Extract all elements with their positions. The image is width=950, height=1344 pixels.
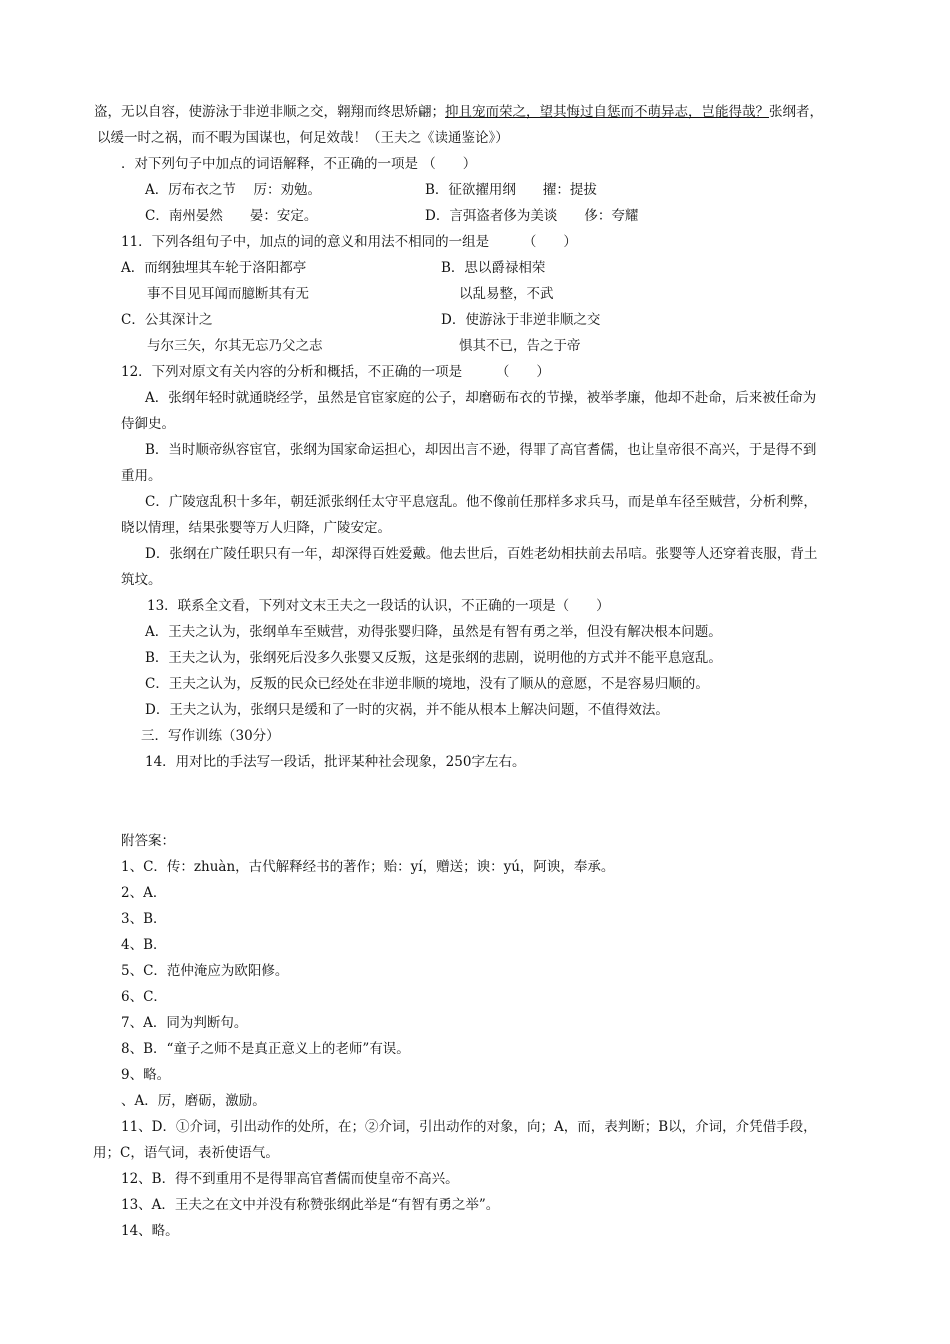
q11-stem: 11．下列各组句子中，加点的词的意义和用法不相同的一组是 （ ） — [121, 234, 577, 250]
q10-option-a: A．厉布衣之节 厉：劝勉。 — [145, 182, 322, 198]
answer-8: 8、B．“童子之师不是真正意义上的老师”有误。 — [121, 1041, 410, 1057]
q12-option-a-1: A．张纲年轻时就通晓经学，虽然是官宦家庭的公子，却磨砺布衣的节操，被举孝廉，他却不赴命，后来被任命为 — [145, 390, 817, 406]
q13-option-d: D．王夫之认为，张纲只是缓和了一时的灾祸，并不能从根本上解决问题，不值得效法。 — [145, 702, 669, 718]
q11-option-c-2: 与尔三矢，尔其无忘乃父之志 — [147, 338, 323, 354]
answer-4: 4、B． — [121, 937, 167, 953]
passage-underlined-text: 抑且宠而荣之，望其悔过自惩而不萌异志，岂能得哉？ — [445, 104, 769, 120]
q12-option-d-1: D．张纲在广陵任职只有一年，却深得百姓爱戴。他去世后，百姓老幼相扶前去吊唁。张婴等人还穿着丧服，背土 — [145, 546, 818, 562]
q12-option-c-1: C．广陵寇乱积十多年，朝廷派张纲任太守平息寇乱。他不像前任那样多求兵马，而是单车径至贼营，分析利弊， — [145, 494, 817, 510]
q10-option-d: D．言弭盗者侈为美谈 侈：夸耀 — [425, 208, 639, 224]
passage-line-2: 以缓一时之祸，而不暇为国谋也，何足效哉！（王夫之《读通鉴论》） — [97, 130, 509, 146]
q12-option-a-2: 侍御史。 — [121, 416, 175, 432]
passage-line-1 — [94, 103, 823, 121]
answers-heading: 附答案： — [121, 833, 175, 849]
q11-option-a-2: 事不目见耳闻而臆断其有无 — [147, 286, 309, 302]
answer-6: 6、C． — [121, 989, 167, 1005]
answer-10: 、A．厉，磨砺，激励。 — [121, 1093, 266, 1109]
q10-option-c: C．南州晏然 晏：安定。 — [145, 208, 318, 224]
answer-11-line-2: 用；C，语气词，表祈使语气。 — [93, 1145, 279, 1161]
q10-stem: ．对下列句子中加点的词语解释，不正确的一项是 （ ） — [121, 156, 477, 172]
q12-option-c-2: 晓以情理，结果张婴等万人归降，广陵安定。 — [121, 520, 391, 536]
q11-option-c-1: C．公其深计之 — [121, 312, 213, 328]
q12-stem: 12．下列对原文有关内容的分析和概括，不正确的一项是 （ ） — [121, 364, 550, 380]
passage-text: 盗，无以自容，使游泳于非逆非顺之交，翱翔而终思矫翩； — [94, 104, 445, 120]
answer-1: 1、C．传：zhuàn，古代解释经书的著作；贻：yí，赠送；谀：yú，阿谀，奉承。 — [121, 859, 615, 875]
q11-option-d-1: D．使游泳于非逆非顺之交 — [441, 312, 601, 328]
q12-option-b-1: B．当时顺帝纵容宦官，张纲为国家命运担心，却因出言不逊，得罪了高官耆儒，也让皇帝很不高兴，于是得不到 — [145, 442, 817, 458]
answer-7: 7、A．同为判断句。 — [121, 1015, 248, 1031]
answer-2: 2、A． — [121, 885, 167, 901]
q14-prompt: 14．用对比的手法写一段话，批评某种社会现象，250字左右。 — [145, 754, 526, 770]
q13-stem: 13．联系全文看，下列对文末王夫之一段话的认识，不正确的一项是（ ） — [147, 598, 610, 614]
q13-option-b: B．王夫之认为，张纲死后没多久张婴又反叛，这是张纲的悲剧，说明他的方式并不能平息寇乱。 — [145, 650, 722, 666]
q11-option-b-1: B．思以爵禄相荣 — [441, 260, 546, 276]
answer-3: 3、B． — [121, 911, 167, 927]
q13-option-a: A．王夫之认为，张纲单车至贼营，劝得张婴归降，虽然是有智有勇之举，但没有解决根本问题。 — [145, 624, 722, 640]
q11-option-a-1: A．而纲独埋其车轮于洛阳都亭 — [121, 260, 307, 276]
passage-text: 张纲者， — [769, 104, 823, 120]
answer-12: 12、B．得不到重用不是得罪高官耆儒而使皇帝不高兴。 — [121, 1171, 459, 1187]
q11-option-d-2: 惧其不已，告之于帝 — [459, 338, 581, 354]
answer-9: 9、略。 — [121, 1067, 171, 1083]
q10-option-b: B．征欲擢用纲 擢：提拔 — [425, 182, 597, 198]
answer-13: 13、A．王夫之在文中并没有称赞张纲此举是“有智有勇之举”。 — [121, 1197, 500, 1213]
q12-option-d-2: 筑坟。 — [121, 572, 162, 588]
q12-option-b-2: 重用。 — [121, 468, 162, 484]
answer-11-line-1: 11、D．①介词，引出动作的处所，在；②介词，引出动作的对象，向；A，而，表判断；B以，介词，介凭借手段， — [121, 1119, 817, 1135]
writing-heading: 三．写作训练（30分） — [141, 728, 280, 744]
q13-option-c: C．王夫之认为，反叛的民众已经处在非逆非顺的境地，没有了顺从的意愿，不是容易归顺的。 — [145, 676, 709, 692]
q11-option-b-2: 以乱易整，不武 — [459, 286, 554, 302]
answer-14: 14、略。 — [121, 1223, 179, 1239]
answer-5: 5、C．范仲淹应为欧阳修。 — [121, 963, 289, 979]
